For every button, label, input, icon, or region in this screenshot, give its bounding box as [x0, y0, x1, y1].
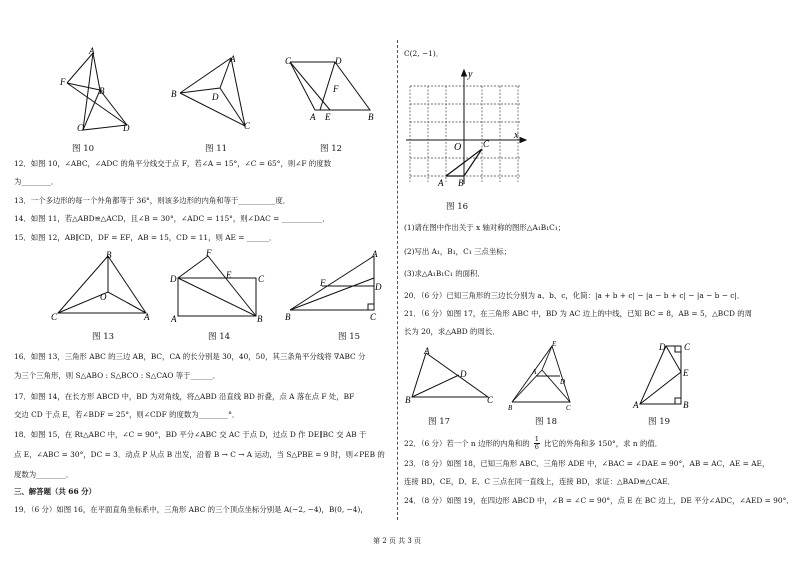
svg-text:C: C [258, 274, 265, 284]
svg-text:C: C [285, 56, 292, 66]
q19-part2: (2)写出 A₁，B₁，C₁ 三点坐标； [404, 247, 511, 256]
q23-line1: 23．（8 分）如图 18，已知三角形 ABC、三角形 ADE 中，∠BAC = ∠DAE = 90°，AB = AC，AE = AE， [404, 459, 770, 468]
svg-text:F: F [206, 248, 212, 258]
figure-15 [282, 248, 387, 323]
svg-text:C: C [566, 404, 571, 412]
svg-text:F: F [60, 77, 66, 87]
column-divider [397, 40, 398, 520]
q22-suffix: 比它的外角和多 150°，求 n 的值． [543, 439, 663, 448]
svg-text:E: E [552, 340, 557, 348]
svg-text:D: D [659, 342, 666, 352]
svg-text:D: D [335, 56, 342, 66]
q18-line1: 18．如图 15，在 Rt△ABC 中，∠C = 90°，BD 平分∠ABC 交 AC 于点 D，过点 D 作 DE∥BC 交 AB 于 [14, 430, 367, 439]
fig11-caption: 图 11 [205, 144, 228, 154]
q15: 15．如图 12，AB∥CD，DF = EF，AB = 15，CD = 11，则 AE = ______． [14, 233, 277, 242]
figure-18 [508, 340, 576, 412]
q19-line1: 19．（6 分）如图 16，在平面直角坐标系中，三角形 ABC 的三个顶点坐标分别是 A(−2, −4)，B(0, −4)， [14, 505, 368, 514]
q19-part3: (3)求△A₁B₁C₁ 的面积． [404, 269, 485, 278]
q22-prefix: 22．（6 分）若一个 n 边形的内角和的 [404, 439, 530, 448]
figure-12 [280, 50, 380, 125]
q21-line2: 长为 20，求△ABD 的周长． [404, 327, 500, 336]
svg-text:B: B [285, 312, 291, 322]
figure-10 [55, 45, 145, 135]
svg-text:D: D [375, 282, 382, 292]
svg-text:C: C [487, 395, 494, 405]
svg-text:B: B [508, 404, 513, 412]
q12-line1: 12．如图 10，∠ABC，∠ADC 的角平分线交于点 F，若∠A = 15°，∠C = 65°，则∠F 的度数 [14, 159, 332, 168]
q22-fraction [534, 436, 540, 451]
q23-line2: 连接 BD，CE，D、E、C 三点在同一直线上，连接 BD，求证：△BAD≌△CAE． [404, 477, 676, 486]
svg-text:A: A [310, 112, 316, 122]
svg-text:O: O [100, 292, 107, 302]
q16-line2: 为三个三角形，则 S△ABO : S△BCO : S△CAO 等于______． [14, 371, 221, 380]
q20: 20．（6 分）已知三角形的三边长分别为 a、b、c，化简：|a + b + c| − |a − b + c| − |a − b − c|． [404, 291, 745, 300]
svg-text:C: C [244, 121, 251, 130]
svg-text:E: E [325, 112, 331, 122]
fig15-caption: 图 15 [338, 332, 361, 342]
svg-text:B: B [405, 395, 411, 405]
svg-text:D: D [170, 274, 177, 284]
q12-line2: 为________． [14, 177, 59, 186]
svg-text:A: A [532, 368, 537, 376]
c-coordinate: C(2, −1)． [404, 49, 444, 58]
q17-line1: 17．如图 14，在长方形 ABCD 中，BD 为对角线，将△ABD 沿直线 BD 折叠，点 A 落在点 F 处，BF [14, 392, 355, 401]
svg-text:C: C [684, 342, 691, 352]
figure-13 [48, 248, 158, 323]
fig14-caption: 图 14 [208, 332, 231, 342]
svg-text:A: A [89, 46, 95, 56]
q22-fraction-den: 6 [534, 443, 539, 451]
svg-text:C: C [51, 312, 58, 322]
figure-17 [404, 345, 494, 405]
svg-text:A: A [438, 178, 444, 188]
svg-text:B: B [368, 112, 374, 122]
fig10-caption: 图 10 [72, 144, 95, 154]
q17-line2: 交边 CD 于点 E，若∠BDF = 25°，则∠CDF 的度数为________°． [14, 410, 240, 419]
q14: 14．如图 11，若△ABD≌△ACD，且∠B = 30°，∠ADC = 115°，则∠DAC = ___________． [14, 214, 330, 223]
y-axis-label: y [468, 69, 473, 80]
svg-text:A: A [424, 346, 430, 356]
svg-text:B: B [99, 86, 105, 96]
svg-text:E: E [226, 270, 232, 280]
q21-line1: 21．（6 分）如图 17，在三角形 ABC 中，BD 为 AC 边上的中线，已知 BC = 8，AB = 5，△BCD 的周 [404, 309, 753, 318]
q18-line3: 度数为________． [14, 470, 74, 479]
svg-text:A: A [144, 312, 150, 322]
q22-fraction-num: 1 [534, 435, 539, 443]
svg-text:B: B [257, 314, 263, 323]
svg-text:C: C [370, 312, 377, 322]
svg-text:D: D [212, 92, 219, 102]
origin-label: O [454, 142, 462, 153]
svg-text:C: C [483, 139, 490, 149]
q16-line1: 16．如图 13，三角形 ABC 的三边 AB，BC，CA 的长分别是 30，40，50，其三条角平分线将 ∇ABC 分 [14, 352, 366, 361]
svg-text:A: A [171, 314, 177, 323]
section-3-heading: 三、解答题（共 66 分） [14, 487, 96, 496]
svg-text:B: B [171, 89, 177, 99]
fig18-caption: 图 18 [535, 417, 558, 427]
svg-text:C: C [77, 123, 84, 133]
svg-text:D: D [460, 369, 467, 379]
fig19-caption: 图 19 [648, 417, 671, 427]
svg-text:B: B [106, 250, 112, 260]
fig13-caption: 图 13 [92, 332, 115, 342]
fig12-caption: 图 12 [320, 144, 343, 154]
svg-text:F: F [333, 84, 339, 94]
figure-19 [626, 338, 698, 410]
svg-text:F: F [320, 278, 326, 288]
fig17-caption: 图 17 [428, 417, 451, 427]
q19-part1: (1)请在图中作出关于 x 轴对称的图形△A₁B₁C₁； [404, 223, 566, 232]
svg-text:B: B [683, 400, 689, 410]
fig16-caption: 图 16 [446, 202, 469, 212]
svg-text:A: A [230, 54, 236, 64]
x-axis-label: x [514, 130, 519, 141]
svg-text:A: A [372, 249, 378, 259]
svg-text:D: D [560, 378, 566, 386]
svg-text:A: A [633, 400, 639, 410]
svg-text:B: B [458, 178, 464, 188]
svg-text:D: D [123, 123, 130, 133]
q24: 24．（8 分）如图 19，在四边形 ABCD 中，∠B = ∠C = 90°，点 E 在 BC 边上，DE 平分∠ADC，∠AED = 90°． [404, 496, 794, 505]
q22 [404, 436, 662, 451]
svg-text:E: E [683, 368, 689, 378]
figure-16-grid [404, 68, 529, 190]
figure-14 [168, 248, 268, 323]
q13: 13．一个多边形的每一个外角都等于 36°，则该多边形的内角和等于__________度． [14, 196, 291, 205]
q18-line2: 点 E，∠ABC = 30°，DC = 3．动点 P 从点 B 出发，沿着 B → C → A 运动，当 S△PBE = 9 时，则∠PEB 的 [14, 450, 385, 459]
figure-11 [168, 50, 268, 130]
page-footer: 第 2 页 共 3 页 [372, 537, 422, 545]
